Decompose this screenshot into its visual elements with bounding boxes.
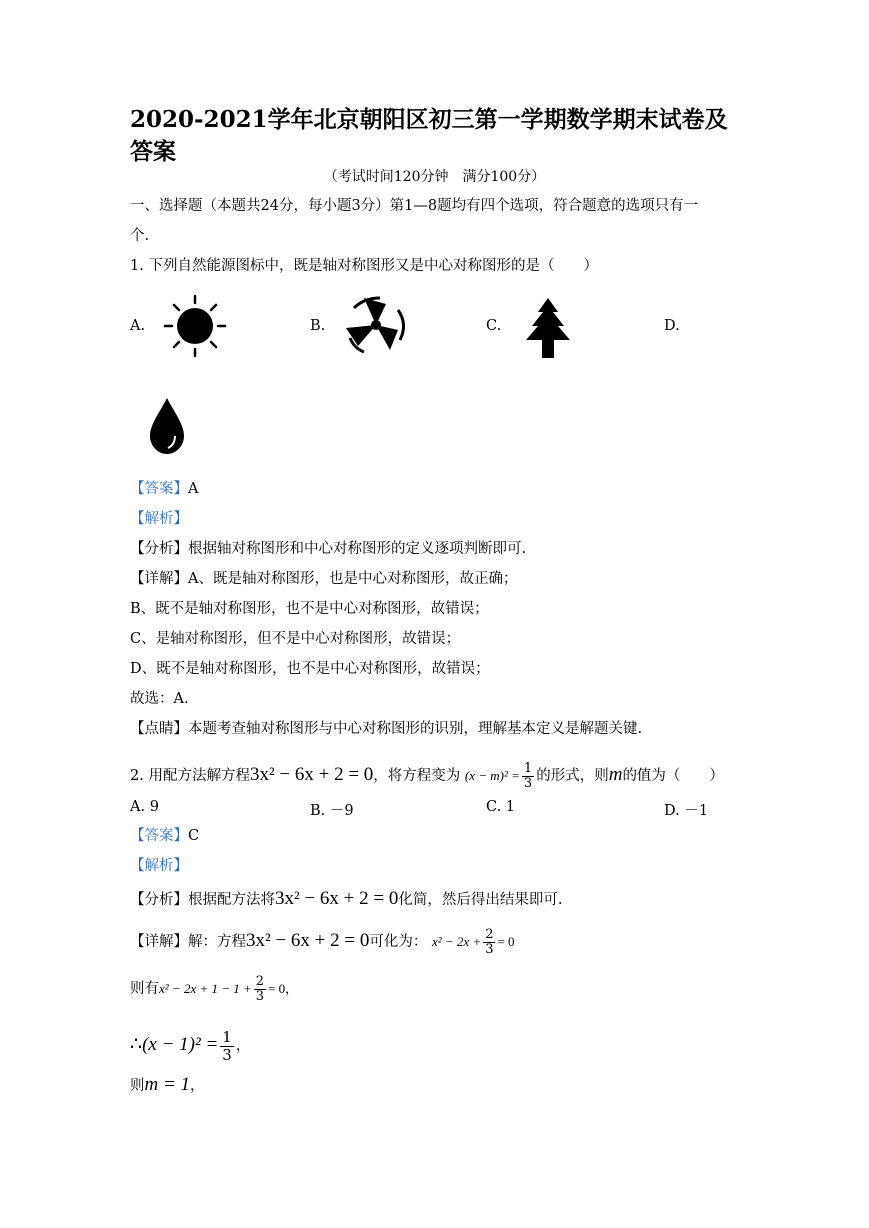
answer-value: C [188, 828, 200, 844]
fraction-denominator: 3 [222, 1045, 232, 1064]
water-drop-icon [146, 396, 188, 456]
fenxi-text: 根据轴对称图形和中心对称图形的定义逐项判断即可. [188, 541, 527, 557]
q2-option-b: B. －9 [310, 803, 354, 819]
fraction-numerator: 2 [255, 973, 265, 989]
analysis-tag: 【解析】 [130, 511, 188, 527]
analysis-tag: 【解析】 [130, 858, 188, 874]
q2-answer [130, 826, 199, 846]
form1-lhs: x² − 2x + [431, 934, 482, 949]
step1-lhs: x² − 2x + 1 − 1 + [159, 981, 252, 996]
therefore-sign: ∴ [130, 1033, 143, 1055]
q1-line-c: C、是轴对称图形，但不是中心对称图形，故错误； [130, 631, 461, 647]
q2-step3 [130, 1072, 205, 1099]
q2-analysis [130, 856, 188, 876]
q2-option-d: D. －1 [664, 803, 709, 819]
q2-var-m: m [608, 764, 623, 785]
fraction-denominator: 3 [485, 941, 494, 957]
step3-expr: m = 1 [144, 1074, 191, 1095]
xiangjie-tag: 【详解】 [130, 934, 188, 950]
q1-choice: 故选：A. [130, 691, 189, 707]
q2-equation: 3x² − 6x + 2 = 0 [249, 764, 374, 785]
q2-option-c: C. 1 [486, 799, 516, 815]
q2-stem-part4: 的值为（ ） [622, 768, 724, 784]
q1-dianjing [130, 719, 642, 739]
page-title: 2020-2021学年北京朝阳区初三第一学期数学期末试卷及答案 [130, 106, 728, 165]
form1-rhs: = 0 [497, 934, 515, 949]
step1-prefix: 则有 [130, 981, 159, 997]
step3-prefix: 则 [130, 1078, 145, 1094]
q2-step1 [130, 972, 298, 1006]
step2-fraction [220, 1029, 234, 1064]
q2-stem [130, 758, 724, 793]
fraction-numerator: 1 [222, 1027, 232, 1046]
q1-line-b: B、既不是轴对称图形，也不是中心对称图形，故错误； [130, 601, 489, 617]
q1-stem: 1. 下列自然能源图标中，既是轴对称图形又是中心对称图形的是（ ） [130, 258, 598, 274]
dianjing-tag: 【点睛】 [130, 721, 188, 737]
form1-fraction [483, 928, 495, 957]
q2-step2 [130, 1026, 250, 1064]
step1-fraction [254, 975, 266, 1004]
step2-lhs: (x − 1)² = [142, 1034, 219, 1055]
xiangjie-text-1: 解：方程 [188, 934, 246, 950]
q2-xiangjie [130, 924, 515, 959]
fenxi-tag: 【分析】 [130, 541, 188, 557]
q2-target-lhs: (x − m)² = [464, 768, 520, 783]
q2-stem-part1: 2. 用配方法解方程 [130, 768, 250, 784]
wind-turbine-icon [340, 292, 412, 358]
fenxi-text-1: 根据配方法将 [188, 892, 275, 908]
section-heading-cont: 个. [130, 228, 150, 244]
xiangjie-equation: 3x² − 6x + 2 = 0 [246, 930, 370, 951]
option-c-label: C. [486, 318, 502, 334]
tree-icon [518, 296, 578, 360]
answer-tag: 【答案】 [130, 828, 188, 844]
fenxi-equation: 3x² − 6x + 2 = 0 [275, 888, 399, 909]
fenxi-text-2: 化简，然后得出结果即可. [398, 892, 563, 908]
q1-analysis [130, 509, 188, 529]
step1-rhs: = 0， [268, 981, 299, 996]
q2-target-fraction [522, 762, 534, 791]
q2-stem-part2: ，将方程变为 [373, 768, 461, 784]
xiangjie-text: A、既是轴对称图形，也是中心对称图形，故正确； [188, 571, 518, 587]
dianjing-text: 本题考查轴对称图形与中心对称图形的识别，理解基本定义是解题关键. [188, 721, 643, 737]
xiangjie-text-2: 可化为： [369, 934, 428, 950]
sun-icon [160, 294, 230, 358]
q1-xiangjie [130, 569, 517, 589]
fraction-numerator: 1 [523, 760, 533, 776]
q1-fenxi [130, 539, 526, 559]
q2-option-a: A. 9 [130, 799, 159, 815]
q2-stem-part3: 的形式，则 [536, 768, 609, 784]
option-a-label: A. [130, 318, 146, 334]
step2-tail: ， [235, 1038, 251, 1054]
section-heading: 一、选择题（本题共24分，每小题3分）第1—8题均有四个选项，符合题意的选项只有一 [130, 198, 699, 214]
exam-info: （考试时间120分钟 满分100分） [323, 169, 546, 185]
fraction-denominator: 3 [255, 988, 265, 1004]
fraction-numerator: 2 [485, 926, 494, 942]
step3-tail: ， [190, 1078, 205, 1094]
answer-value: A [188, 481, 199, 497]
option-b-label: B. [310, 318, 326, 334]
xiangjie-tag: 【详解】 [130, 571, 188, 587]
q1-answer [130, 479, 198, 499]
fenxi-tag: 【分析】 [130, 892, 188, 908]
option-d-label: D. [664, 318, 680, 334]
answer-tag: 【答案】 [130, 481, 188, 497]
q1-line-d: D、既不是轴对称图形，也不是中心对称图形，故错误； [130, 661, 490, 677]
fraction-denominator: 3 [523, 775, 533, 791]
q2-fenxi [130, 885, 562, 914]
